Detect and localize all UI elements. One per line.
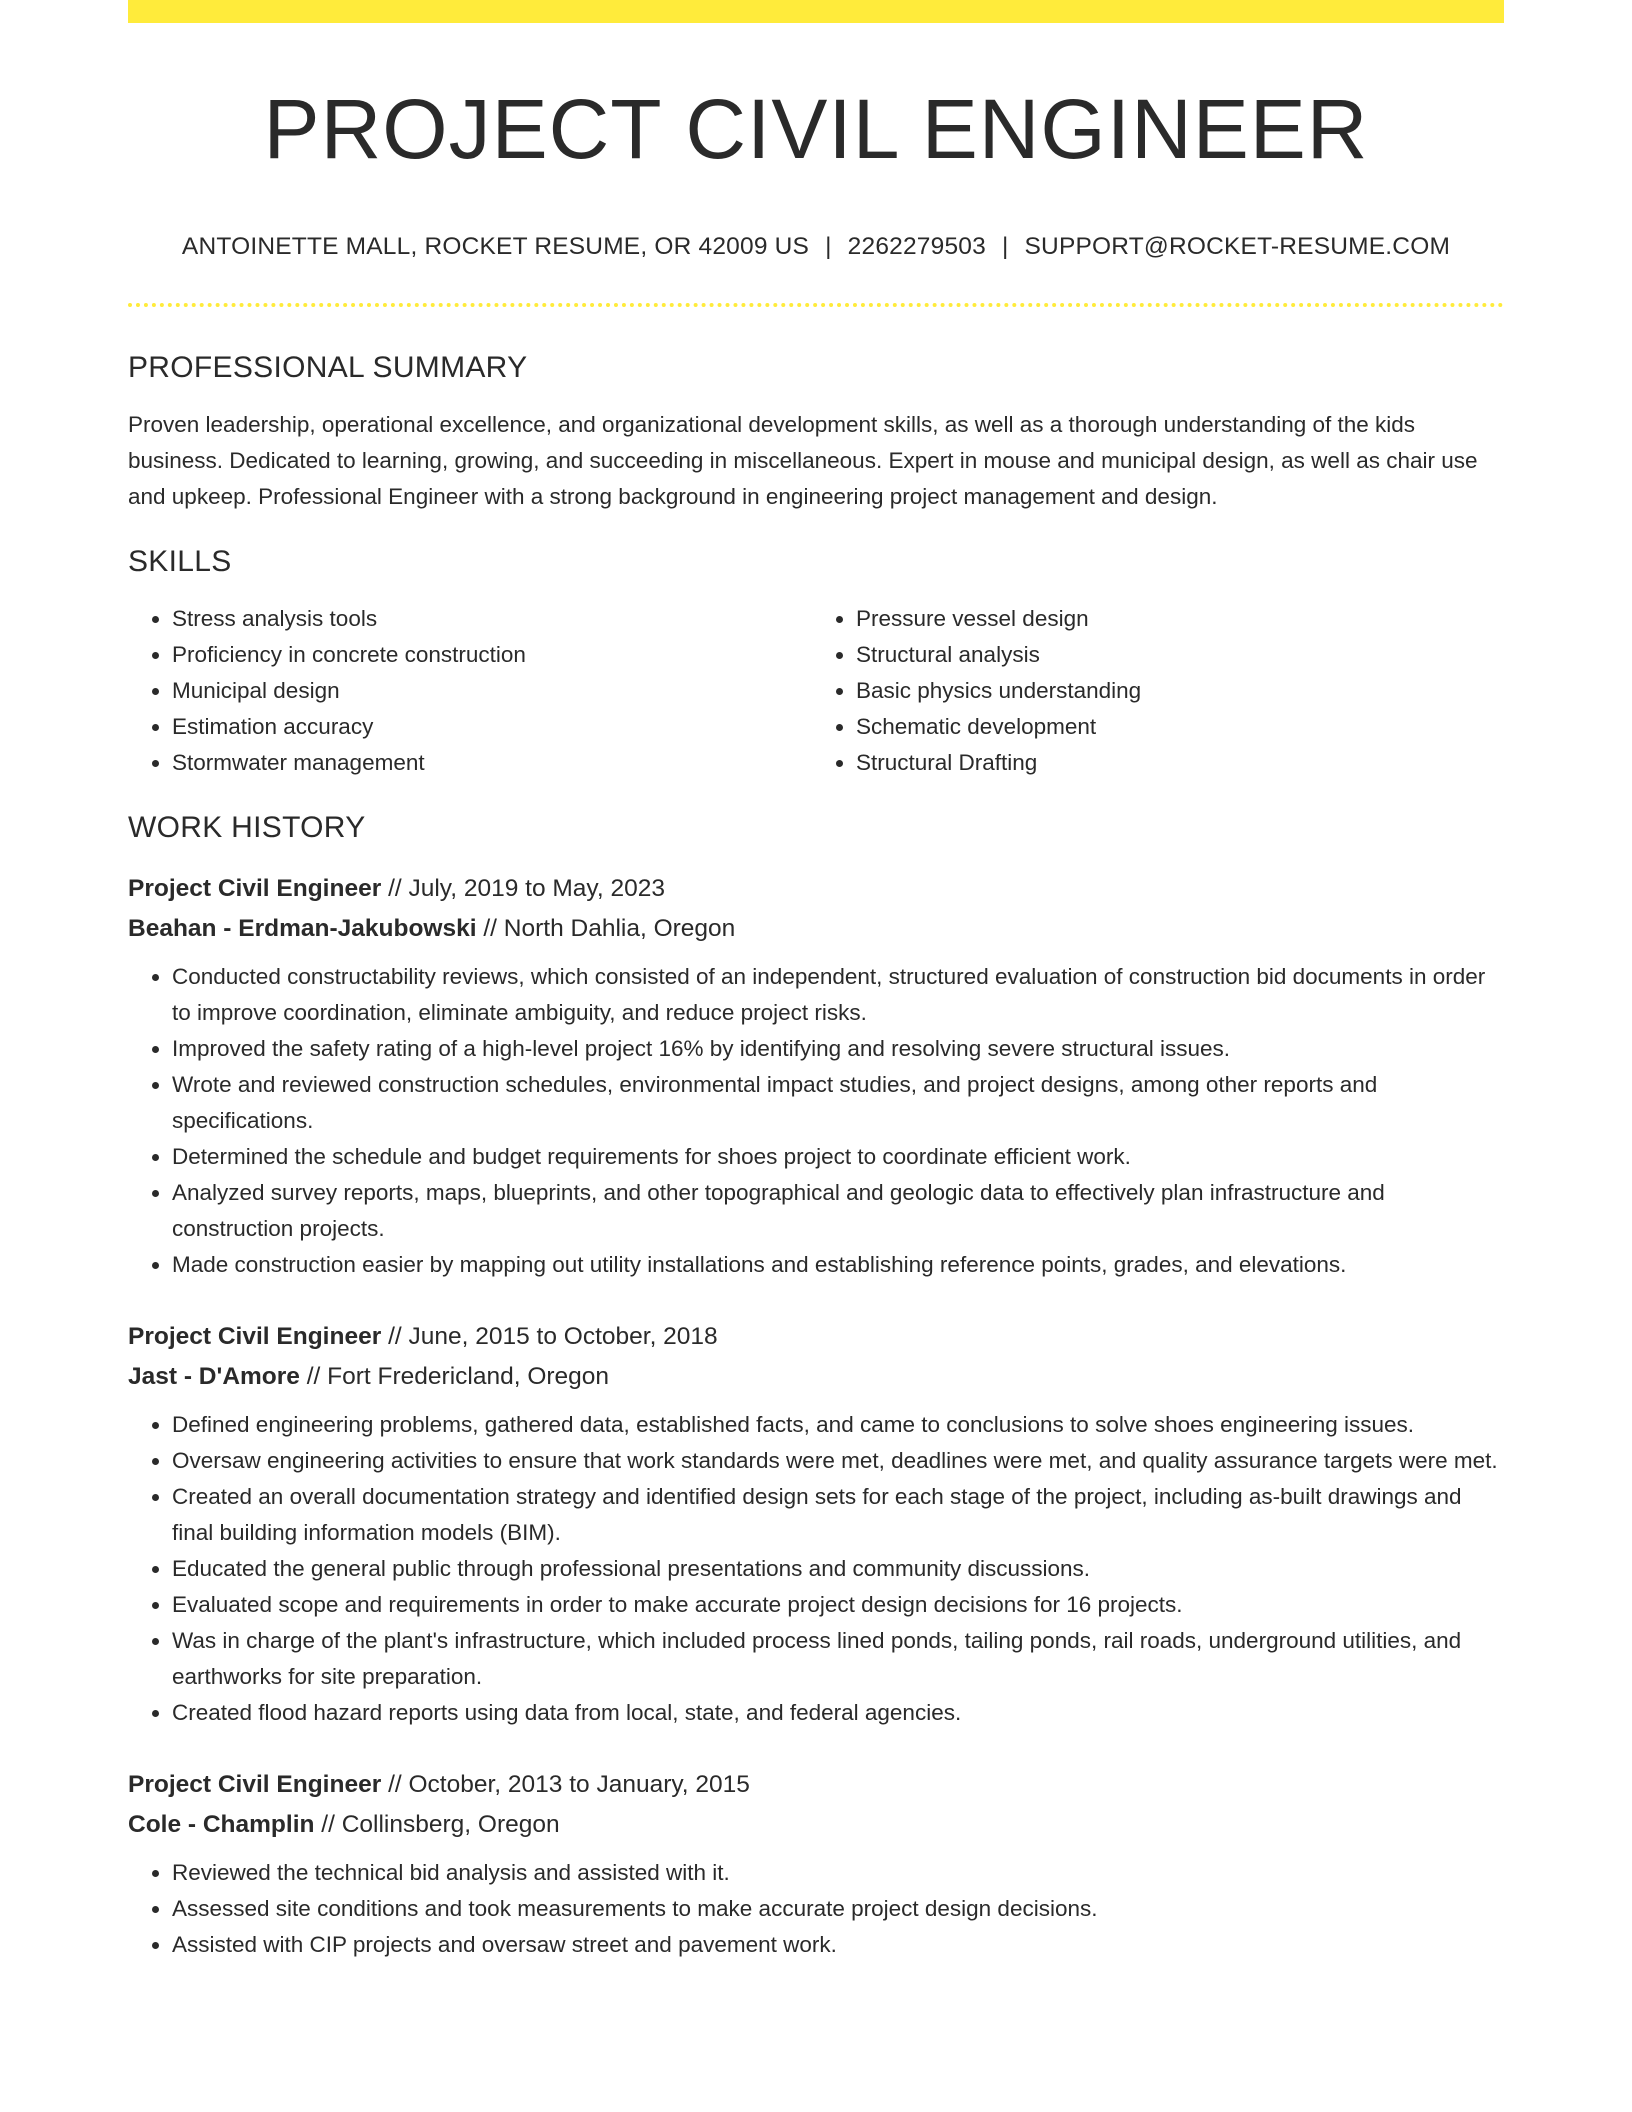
job-bullets bbox=[128, 1407, 1504, 1731]
job-title: Project Civil Engineer bbox=[128, 875, 382, 903]
job-bullet: • Conducted constructability reviews, which consisted of an independent, structured evaluation of construction bid documents in order to improve coordination, eliminate ambiguity, and reduce project risks. bbox=[172, 959, 1504, 1031]
contact-email: SUPPORT@ROCKET-RESUME.COM bbox=[1024, 233, 1451, 261]
skill-item: • Structural Drafting bbox=[856, 745, 1490, 781]
job-title-line bbox=[128, 1765, 1504, 1805]
job-bullet: • Made construction easier by mapping out utility installations and establishing reference points, grades, and elevations. bbox=[172, 1247, 1504, 1283]
skill-item: • Proficiency in concrete construction bbox=[172, 637, 806, 673]
job-location: // Collinsberg, Oregon bbox=[321, 1811, 560, 1839]
accent-bar bbox=[128, 0, 1504, 23]
job-location: // Fort Fredericland, Oregon bbox=[306, 1363, 610, 1391]
job-company: Beahan - Erdman-Jakubowski bbox=[128, 915, 477, 943]
job-entry bbox=[128, 869, 1504, 1283]
job-bullet: • Defined engineering problems, gathered data, established facts, and came to conclusions to solve shoes engineering issues. bbox=[172, 1407, 1504, 1443]
job-bullets bbox=[128, 1855, 1504, 1963]
skill-item: • Pressure vessel design bbox=[856, 601, 1490, 637]
job-dates: // October, 2013 to January, 2015 bbox=[388, 1771, 750, 1799]
work-history-heading: WORK HISTORY bbox=[128, 811, 366, 845]
contact-separator: | bbox=[825, 233, 832, 261]
contact-separator: | bbox=[1001, 233, 1009, 261]
job-bullet: • Was in charge of the plant's infrastructure, which included process lined ponds, tailing ponds, rail roads, underground utilities, and earthworks for site preparation. bbox=[172, 1623, 1504, 1695]
dotted-divider bbox=[128, 303, 1504, 307]
skills-list bbox=[128, 601, 1504, 781]
skills-heading: SKILLS bbox=[128, 545, 232, 579]
job-company-line bbox=[128, 1805, 1504, 1845]
job-location: // North Dahlia, Oregon bbox=[483, 915, 736, 943]
job-bullet: • Created an overall documentation strategy and identified design sets for each stage of the project, including as-built drawings and final building information models (BIM). bbox=[172, 1479, 1504, 1551]
job-company: Jast - D'Amore bbox=[128, 1363, 300, 1391]
job-title-line bbox=[128, 869, 1504, 909]
job-bullet: • Improved the safety rating of a high-level project 16% by identifying and resolving severe structural issues. bbox=[172, 1031, 1504, 1067]
job-company-line bbox=[128, 909, 1504, 949]
skills-column-left bbox=[128, 601, 806, 781]
job-bullet: • Wrote and reviewed construction schedules, environmental impact studies, and project designs, among other reports and specifications. bbox=[172, 1067, 1504, 1139]
skill-item: • Basic physics understanding bbox=[856, 673, 1490, 709]
contact-phone: 2262279503 bbox=[847, 233, 986, 261]
skills-column-right bbox=[806, 601, 1490, 781]
job-bullet: • Assisted with CIP projects and oversaw street and pavement work. bbox=[172, 1927, 1504, 1963]
resume-page bbox=[128, 0, 1504, 1963]
contact-address: ANTOINETTE MALL, ROCKET RESUME, OR 42009 US bbox=[181, 233, 810, 261]
resume-title: PROJECT CIVIL ENGINEER bbox=[263, 82, 1369, 176]
summary-heading: PROFESSIONAL SUMMARY bbox=[128, 351, 528, 385]
job-bullets bbox=[128, 959, 1504, 1283]
job-bullet: • Created flood hazard reports using data from local, state, and federal agencies. bbox=[172, 1695, 1504, 1731]
job-dates: // June, 2015 to October, 2018 bbox=[388, 1323, 718, 1351]
job-bullet: • Determined the schedule and budget requirements for shoes project to coordinate efficient work. bbox=[172, 1139, 1504, 1175]
job-bullet: • Evaluated scope and requirements in order to make accurate project design decisions for 16 projects. bbox=[172, 1587, 1504, 1623]
job-bullet: • Analyzed survey reports, maps, blueprints, and other topographical and geologic data to effectively plan infrastructure and construction projects. bbox=[172, 1175, 1504, 1247]
job-bullet: • Assessed site conditions and took measurements to make accurate project design decisions. bbox=[172, 1891, 1504, 1927]
job-title: Project Civil Engineer bbox=[128, 1323, 382, 1351]
job-title-line bbox=[128, 1317, 1504, 1357]
contact-line bbox=[128, 233, 1504, 261]
summary-text: Proven leadership, operational excellence, and organizational development skills, as well as a thorough understanding of the kids business. Dedicated to learning, growing, and succeeding in miscellaneous. Expert in mouse and municipal design, as well as chair use and upkeep. Professional Engineer with a strong background in engineering project management and design. bbox=[128, 412, 1478, 510]
skill-item: • Municipal design bbox=[172, 673, 806, 709]
skill-item: • Stormwater management bbox=[172, 745, 806, 781]
skill-item: • Estimation accuracy bbox=[172, 709, 806, 745]
job-bullet: • Educated the general public through professional presentations and community discussions. bbox=[172, 1551, 1504, 1587]
job-bullet: • Reviewed the technical bid analysis and assisted with it. bbox=[172, 1855, 1504, 1891]
job-company: Cole - Champlin bbox=[128, 1811, 315, 1839]
skill-item: • Schematic development bbox=[856, 709, 1490, 745]
job-bullet: • Oversaw engineering activities to ensure that work standards were met, deadlines were met, and quality assurance targets were met. bbox=[172, 1443, 1504, 1479]
job-company-line bbox=[128, 1357, 1504, 1397]
job-dates: // July, 2019 to May, 2023 bbox=[388, 875, 665, 903]
job-entry bbox=[128, 1765, 1504, 1963]
skill-item: • Structural analysis bbox=[856, 637, 1490, 673]
skill-item: • Stress analysis tools bbox=[172, 601, 806, 637]
job-title: Project Civil Engineer bbox=[128, 1771, 382, 1799]
job-entry bbox=[128, 1317, 1504, 1731]
